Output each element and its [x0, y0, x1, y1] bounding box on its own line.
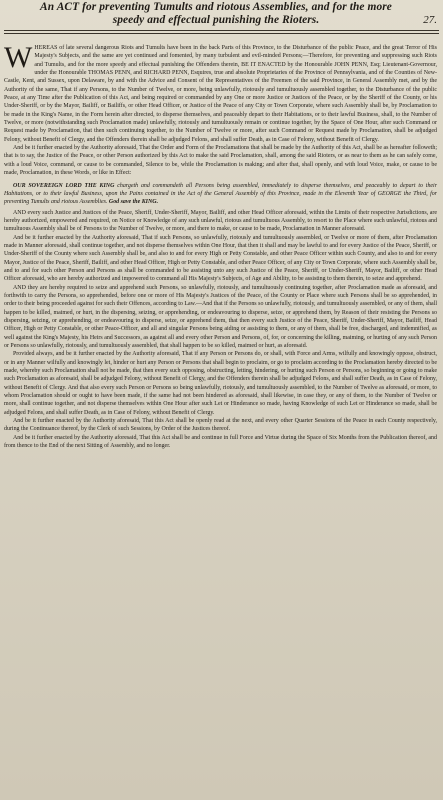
proclamation-text [4, 182, 437, 207]
proclamation-body: chargeth and commandeth all Persons being assembled, immediately to disperse themselves, and peaceably to depart to their Habitations, or to their lawful Business, upon the Pains contained in the Act of the General Assembly of this Province, made in the Eleventh Year of GEORGE the Third, for preventing Tumults and riotous Assemblies. [4, 182, 438, 206]
section-paragraph: And be it further enacted by the Authority aforesaid, That this Act shall be openly read at the next, and every other Quarter Sessions of the Peace in each County respectively, during the Continuance thereof, by the Clerk of such Sessions, by Order of the Justices thereof. [4, 418, 437, 433]
section-paragraph: AND every such Justice and Justices of the Peace, Sheriff, Under-Sheriff, Mayor, Bailiff, and other Head Officer aforesaid, within the Limits of their respective Jurisdictions, are hereby authorized, empowered and required, on Notice or Knowledge of any such unlawful, riotous and tumultuous Assembly, to resort to the Place where such unlawful, riotous and tumultuous Assembly shall be of Persons to the Number of Twelve, or more, and there to make, or cause to be made, Proclamation in Manner aforesaid. [4, 209, 437, 233]
section-paragraph: And be it further enacted by the Authority aforesaid, That the Order and Form of the Proclamations that shall be made by the Authority of this Act, shall be as hereafter followeth; that is to say, the Justice of the Peace, or other Person authorized by this Act to make the said Proclamation, shall, among the said Rioters, or as near to them as he can safely come, with a loud Voice, command, or cause to be commanded, Silence to be, while the Proclamation is making; and after that, shall openly, and with loud Voice, make, or cause to be made, Proclamation, in these Words, or like in Effect: [4, 145, 437, 177]
header-rule-2 [4, 33, 439, 34]
title-line-2: speedy and effectual punishing the Rioters. [112, 13, 320, 26]
preamble-paragraph [4, 41, 437, 144]
proclamation-closing: God save the KING. [108, 199, 159, 206]
proclamation-opening: OUR SOVEREIGN LORD THE KING [13, 182, 115, 189]
act-title [6, 1, 426, 26]
section-paragraph: AND they are hereby required to seize and apprehend such Persons, so unlawfully, riotously, and tumultuously continuing together, after Proclamation made as aforesaid, and forthwith to carry the Persons, so apprehended, before one or more of His Majesty's Justices of the Peace, of the County or Place where such Persons shall be so apprehended, in order to their being proceeded against for such their Offences, according to Law.—And that if the Persons so unlawfully, riotously, and tumultuously assembled, or any of them, shall happen to be killed, maimed, or hurt, in the dispersing, seizing, or apprehending, or endeavouring to disperse, seize, or apprehend them, by Reason of their resisting the Persons so dispersing, seizing, or apprehending, or endeavouring to disperse, seize, or apprehend them, that then every such Justice of the Peace, Sheriff, Under-Sheriff, Mayor, Bailiff, Head Officer, High or Petty Constable, or other Peace-Officer, and all and singular Persons being aiding or assisting to them, or any of them, shall be free, discharged, and indemnified, as well against the King's Majesty, his Heirs and Successors, as against all and every other Person and Persons, of, for, or concerning the killing, maiming, or hurting of any such Person or Persons so unlawfully, riotously, and tumultuously assembled, that shall happen to be so killed, maimed or hurt, as aforesaid. [4, 284, 437, 350]
header-rule [4, 30, 439, 31]
section-paragraph: Provided always, and be it further enacted by the Authority aforesaid, That if any Person or Persons do, or shall, with Force and Arms, wilfully and knowingly oppose, obstruct, or in any Manner wilfully and knowingly let, hinder or hurt any Person or Persons that shall begin to proclaim, or go to proclaim according to the Proclamation hereby directed to be made, whereby such Proclamation shall not be made, that then every such opposing, obstructing, letting, hindering, or hurting such Person or Persons, so beginning or going to make such Proclamation as aforesaid, shall be adjudged Felony, without Benefit of Clergy, and the Offenders therein shall be adjudged Felons, and shall suffer Death, as in Case of Felony, without Benefit of Clergy. And that also every such Person or Persons so being unlawfully, riotously, and tumultuously assembled, to the Number of Twelve as aforesaid, or more, to whom Proclamation should or ought to have been made, if the same had not been hindered as aforesaid, shall likewise, in case they, or any of them, to the Number of Twelve or more, shall continue together, and not disperse themselves within One Hour after such Let or Hinderance so made, having Knowledge of such Let or Hinderance so made, shall be adjudged Felons, and shall suffer Death, as in Case of Felony, without Benefit of Clergy. [4, 351, 437, 416]
preamble-text: HEREAS of late several dangerous Riots and Tumults have been in the back Parts of this Province, to the Disturbance of the public Peace, and the great Terror of His Majesty's Subjects, and the same are yet continued and fomented, by many turbulent and evil-minded Persons;—Therefore, for preventing and suppressing such Riots and Tumults, and for the more speedy and effectual punishing the Offenders therein, BE IT ENACTED by the Honourable JOHN PENN, Esq; Lieutenant-Governour, under the Honourable THOMAS PENN, and RICHARD PENN, Esquires, true and absolute Proprietaries of the Province of Pennsylvania, and of the Counties of New-Castle, Kent, and Sussex, upon Delaware, by and with the Advice and Consent of the Representatives of the Freemen of the said Province, in General Assembly met, and by the Authority of the same, That if any Persons, to the Number of Twelve, or more, being unlawfully, riotously and tumultuously assembled together, to the Disturbance of the public Peace, at any Time after the Publication of this Act, and being required or commanded by any One or more Justice or Justices of the Peace, or by the Sheriff of the County, or his Under-Sheriff, or by the Mayor, Bailiff, or Bailiffs, or other Head Officer, or Justice of the Peace of any City or Town Corporate, where such Assembly shall be, by Proclamation to be made in the King's Name, in the Form herein after directed, to disperse themselves, and peaceably depart to their Habitations, or to their lawful Business, shall, to the Number of Twelve, or more (notwithstanding such Proclamation made) unlawfully, riotously and tumultuously remain or continue together, by the Space of One Hour, after such Command or Request made by Proclamation, that then such continuing together, to the Number of Twelve or more, after such Command or Request made by Proclamation, shall be adjudged Felony, without Benefit of Clergy, and the Offenders therein shall be adjudged Felons, and shall suffer Death, as in Case of Felony, without Benefit of Clergy. [4, 45, 437, 143]
section-paragraph: And be it further enacted by the Authority aforesaid, That this Act shall be and continue in full Force and Virtue during the Space of Six Months from the Publication thereof, and from thence to the End of the next Sitting of Assembly, and no longer. [4, 434, 437, 450]
section-paragraph: And be it further enacted by the Authority aforesaid, That if such Persons, so unlawfully, riotously and tumultuously assembled, or Twelve or more of them, after Proclamation made in Manner aforesaid, shall continue together, and not disperse themselves within One Hour, that then it shall and may be lawful to and for every Justice of the Peace, Sheriff, or Under-Sheriff of the County where such Assembly shall be, and also to and for every High or Petty Constable, and other Peace Officer within such County, and also to and for every Mayor, Justice of the Peace, Sheriff, Bailiff, and other Head Officer, High or Petty Constable, and other Peace Officer, of any City or Town Corporate, where such Assembly shall be, and to and for such other Person and Persons as shall be commanded to be assisting unto any such Justice of the Peace, Sheriff, or Under-Sheriff, Mayor, Bailiff, or other Head Officer aforesaid, who are hereby authorized and impowered to command all His Majesty's Subjects, of Age and Ability, to be assisting to them therein, to seize and apprehend. [4, 234, 437, 283]
drop-cap: W [4, 41, 33, 74]
title-line-1: An ACT for preventing Tumults and riotous Assemblies, and for the more [40, 1, 392, 13]
page-number: 27. [423, 14, 437, 26]
act-body [4, 41, 438, 451]
